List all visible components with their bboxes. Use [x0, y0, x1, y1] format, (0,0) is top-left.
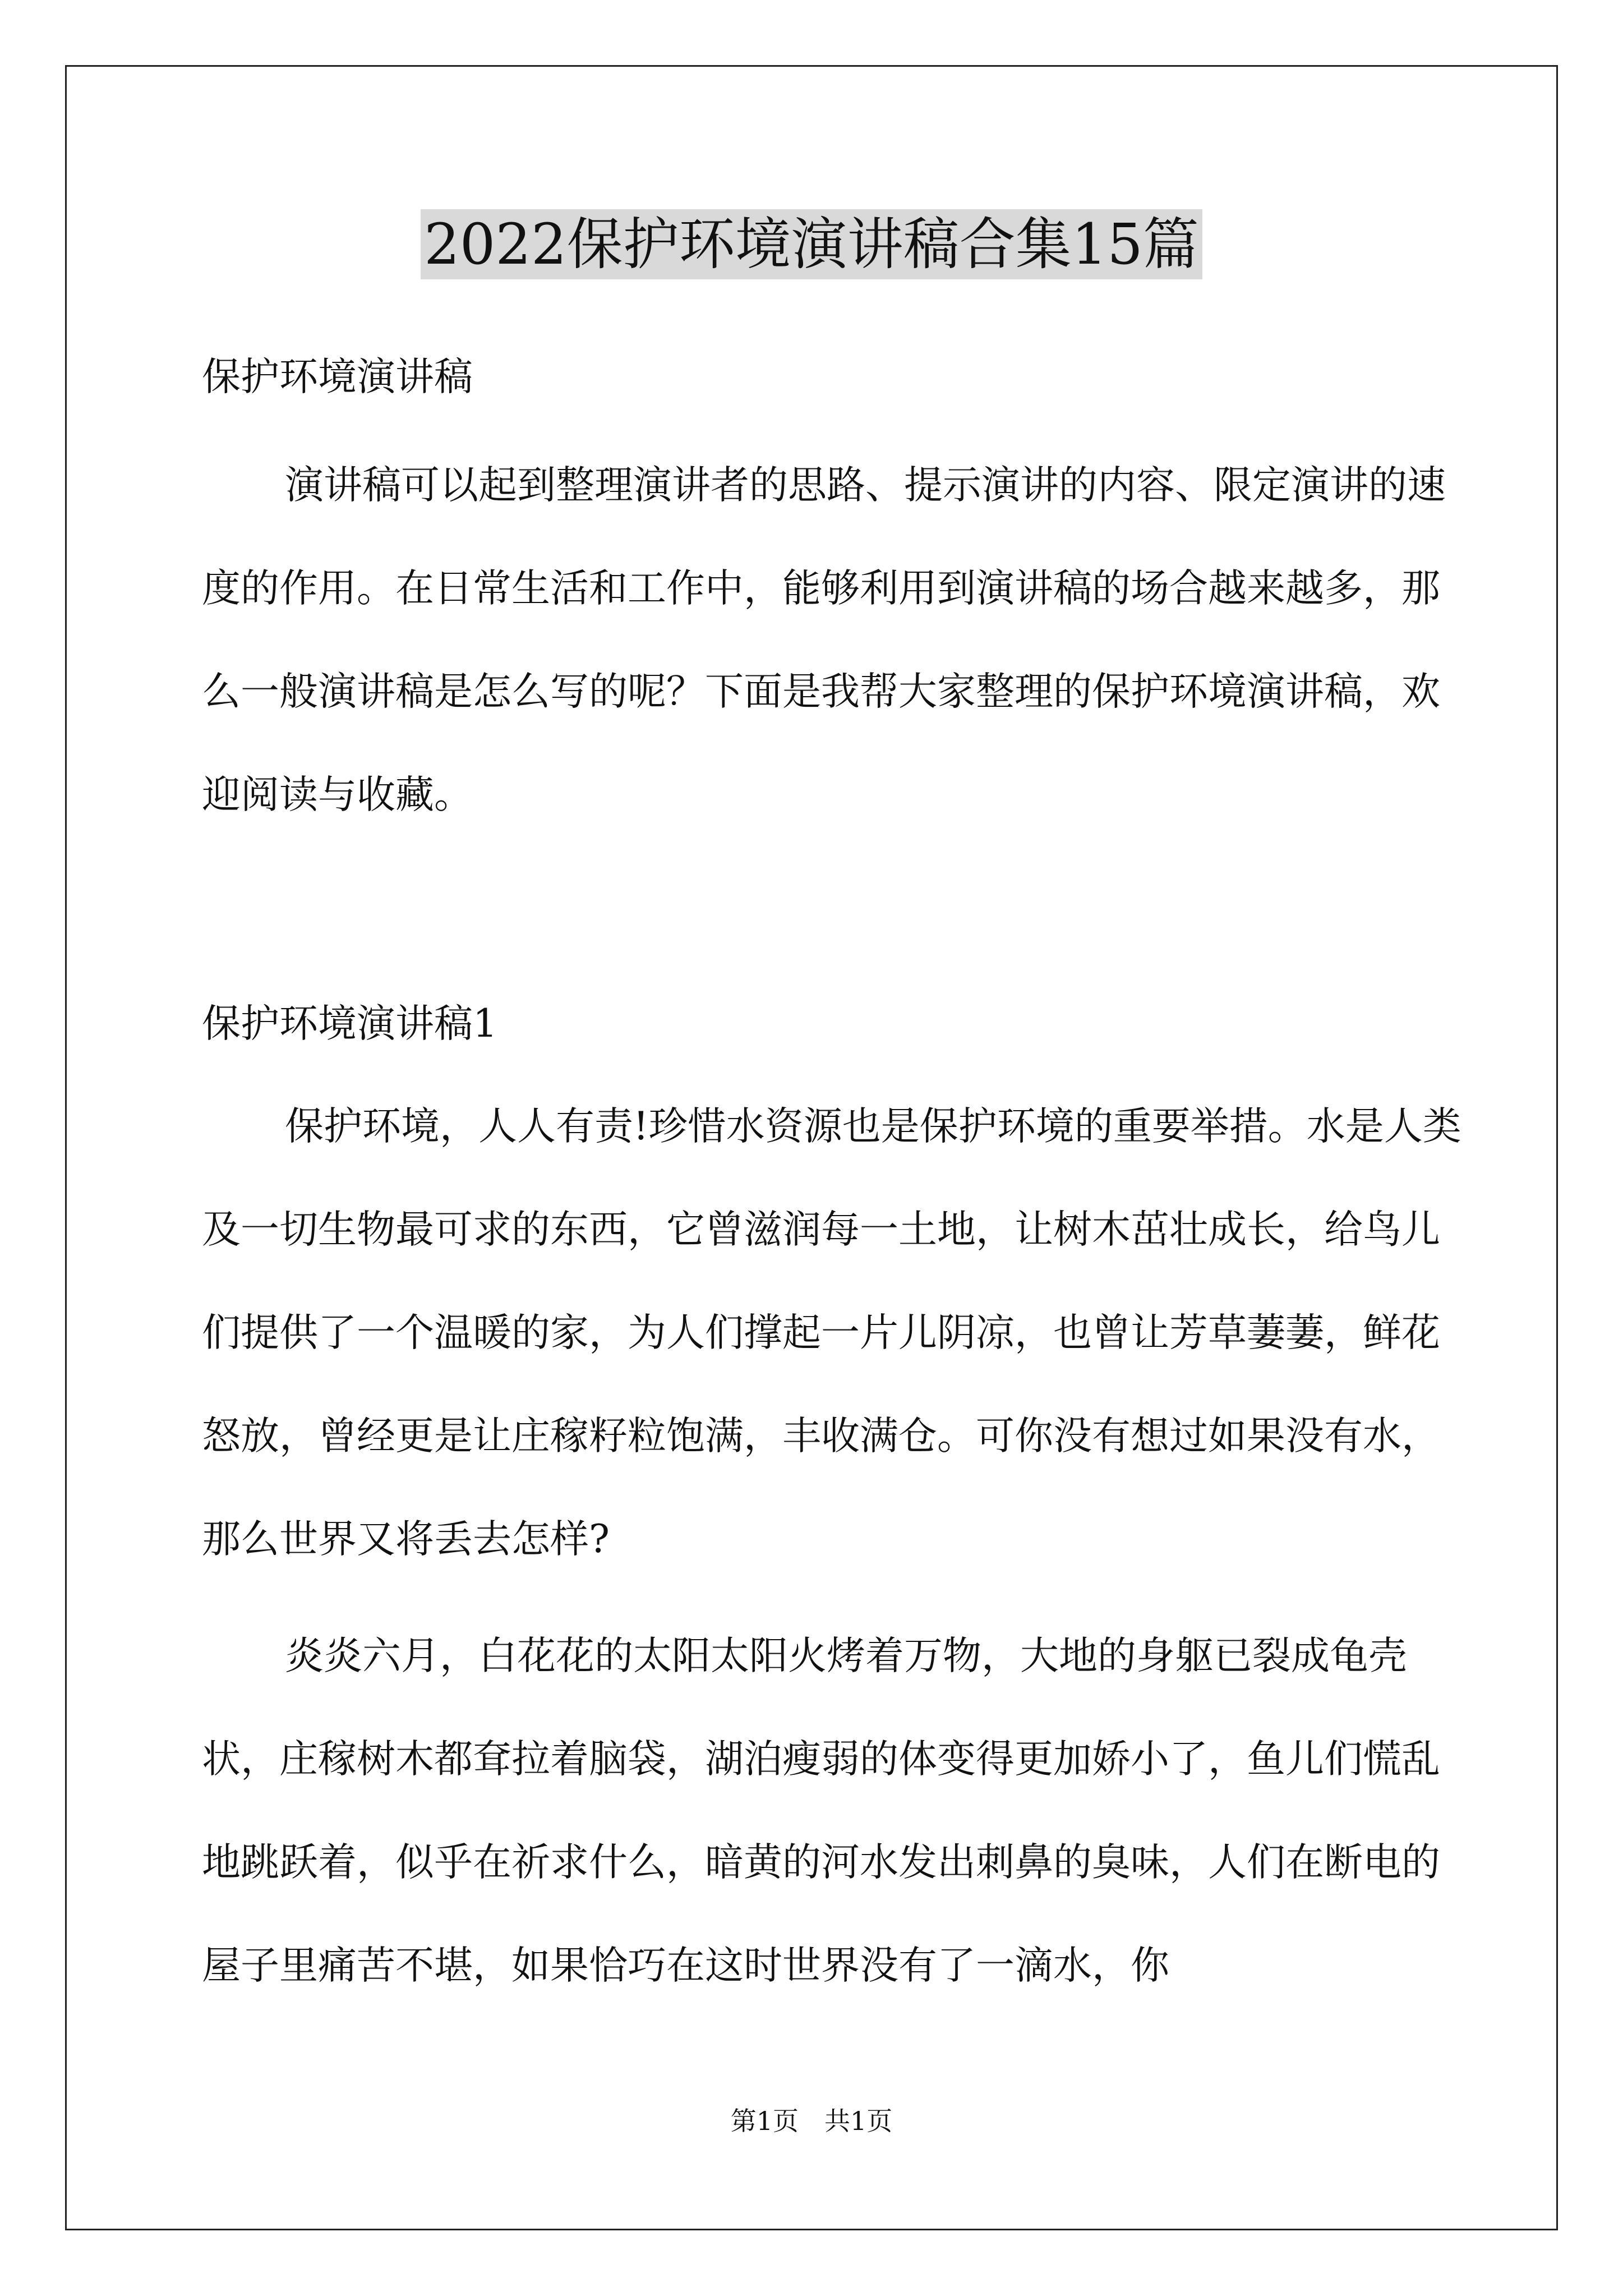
section-heading: 保护环境演讲稿1: [202, 1001, 497, 1046]
body-paragraph: 保护环境，人人有责!珍惜水资源也是保护环境的重要举措。水是人类及一切生物最可求的东西，它曾滋润每一土地，让树木茁壮成长，给鸟儿们提供了一个温暖的家，为人们撑起一片儿阴凉，也曾让芳草萋萋，鲜花怒放，曾经更是让庄稼籽粒饱满，丰收满仓。可你没有想过如果没有水，那么世界又将丢去怎样?: [202, 1104, 1461, 1562]
document-title-text: 2022保护环境演讲稿合集15篇: [421, 209, 1202, 279]
body-paragraph: 炎炎六月，白花花的太阳太阳火烤着万物，大地的身躯已裂成龟壳状，庄稼树木都耷拉着脑袋，湖泊瘦弱的体变得更加娇小了，鱼儿们慌乱地跳跃着，似乎在祈求什么，暗黄的河水发出刺鼻的臭味，人们在断电的屋子里痛苦不堪，如果恰巧在这时世界没有了一滴水，你: [202, 1634, 1440, 1988]
intro-paragraph: 演讲稿可以起到整理演讲者的思路、提示演讲的内容、限定演讲的速度的作用。在日常生活和工作中，能够利用到演讲稿的场合越来越多，那么一般演讲稿是怎么写的呢？下面是我帮大家整理的保护环境演讲稿，欢迎阅读与收藏。: [202, 463, 1446, 817]
page-footer: 第1页 共1页: [730, 2106, 893, 2136]
section-heading: 保护环境演讲稿: [202, 355, 473, 399]
document-title: [0, 199, 1623, 280]
